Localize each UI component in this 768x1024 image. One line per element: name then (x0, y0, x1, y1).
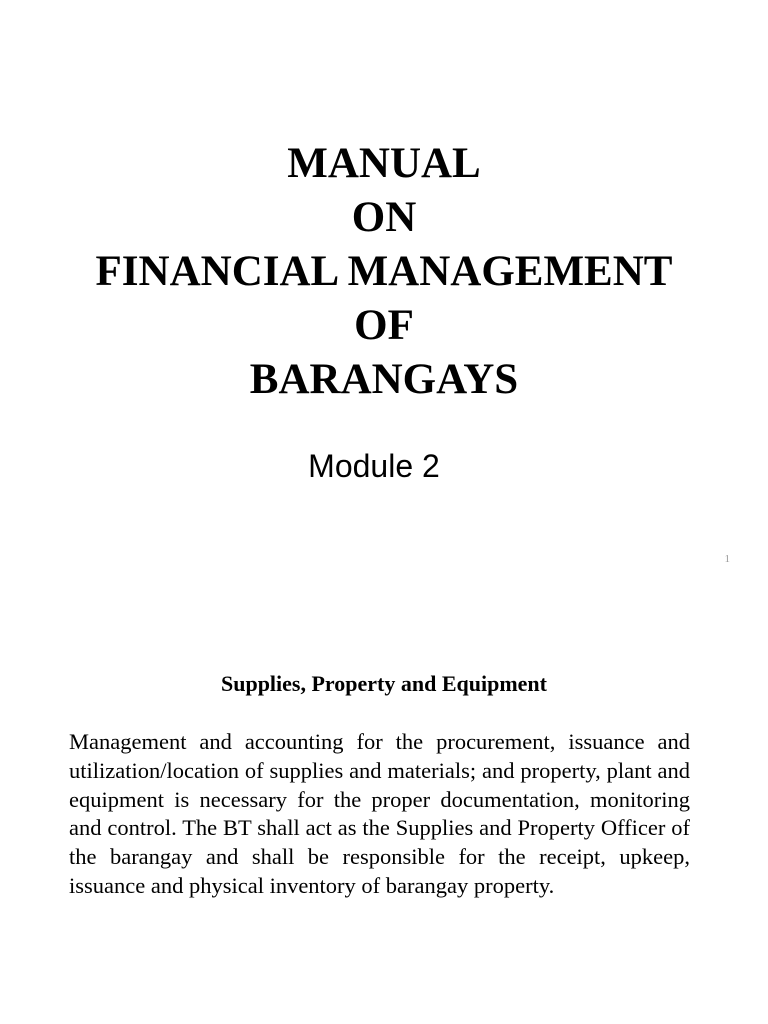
title-line-financial-management: FINANCIAL MANAGEMENT (95, 248, 673, 295)
title-line-on: ON (351, 194, 417, 241)
title-line-barangays: BARANGAYS (249, 356, 519, 403)
page-number: 1 (724, 553, 730, 565)
document-title (0, 137, 768, 407)
module-label: Module 2 (308, 448, 440, 484)
title-line-of: OF (354, 302, 414, 349)
body-paragraph: Management and accounting for the procurement, issuance and utilization/location of supplies and materials; and property, plant and equipment is necessary for the proper documentation, monitoring and control. The BT shall act as the Supplies and Property Officer of the barangay and shall be responsible for the receipt, upkeep, issuance and physical inventory of barangay property. (69, 729, 690, 898)
title-line-manual: MANUAL (287, 140, 481, 187)
section-heading: Supplies, Property and Equipment (220, 671, 547, 696)
